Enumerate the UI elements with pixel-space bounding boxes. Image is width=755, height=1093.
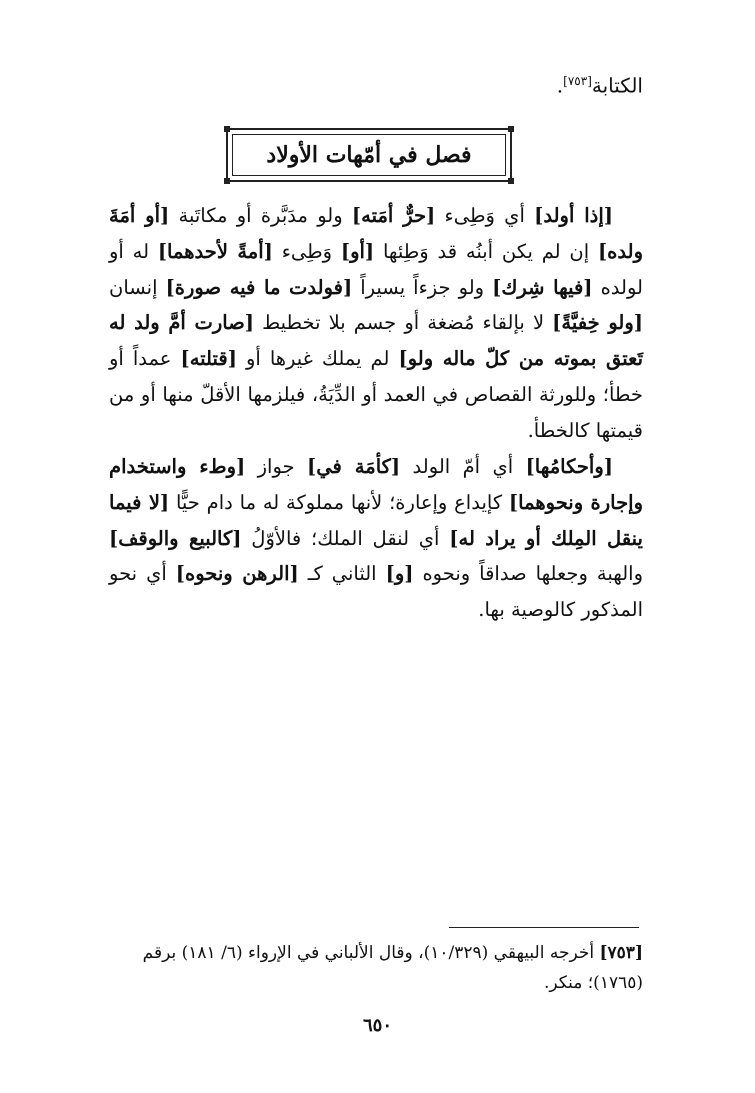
continuation-line <box>243 66 643 101</box>
sharh-text: إنسان <box>109 275 166 299</box>
sharh-text: أي أمّ الولد <box>400 455 526 478</box>
footnote-number: [٧٥٣] <box>599 943 643 963</box>
sharh-text: له أو لولده <box>109 239 643 299</box>
footnote-divider <box>449 927 639 928</box>
page-number: ٦٥٠ <box>362 1015 392 1036</box>
sharh-text: أي لنقل الملك؛ فالأوّلُ <box>241 526 450 550</box>
matn-text: [أو أمَةَ ولده] <box>109 204 643 263</box>
sharh-text: لا بإلقاء مُضغة أو جسم بلا تخطيط <box>254 311 553 335</box>
footnote-reference-mark: [٧٥٣] <box>563 74 592 88</box>
frame-corner <box>508 126 514 132</box>
matn-text: [وأحكامُها] <box>525 455 613 478</box>
frame-corner <box>224 178 230 184</box>
matn-text: [صارت أمَّ ولد له تَعتق بموته من كلّ ماله ولو] <box>109 311 644 371</box>
matn-text: [وطء واستخدام وإجارة ونحوهما] <box>109 455 643 514</box>
matn-text: [فولدت ما فيه صورة] <box>165 275 353 299</box>
section-title: فصل في أمّهات الأولاد <box>266 142 472 168</box>
sharh-text: عمداً أو خطأ؛ وللورثة القصاص في العمد أو الدِّيَةُ، فيلزمها الأقلّ منها أو من قيمتها كالخطأ. <box>109 347 643 442</box>
sharh-text: والهبة وجعلها صداقاً ونحوه <box>413 562 643 586</box>
sharh-text: ولو جزءاً يسيراً <box>352 275 493 299</box>
matn-text: [كالبيع والوقف] <box>109 526 242 550</box>
frame-corner <box>508 178 514 184</box>
sharh-text: إن لم يكن أبنُه قد وَطِئها <box>374 239 598 263</box>
footnote-text: أخرجه البيهقي (١٠/٣٢٩)، وقال الألباني في الإرواء (٦/ ١٨١) برقم (١٧٦٥)؛ منكر. <box>142 943 643 993</box>
matn-text: [أمةً لأحدهما] <box>157 239 273 263</box>
paragraph-2-text <box>109 449 643 628</box>
frame-corner <box>224 126 230 132</box>
sharh-text: جواز <box>245 455 307 478</box>
matn-text: [إذا أولد] <box>534 204 613 227</box>
matn-text: [حرٌّ أمَته] <box>351 204 436 227</box>
matn-text: [أو] <box>340 239 375 263</box>
paragraph-2 <box>109 449 643 628</box>
matn-text: [الرهن ونحوه] <box>175 562 299 586</box>
sharh-text: أي وَطِىء <box>435 204 535 227</box>
sharh-text: ولو مدَبَّرة أو مكاتَبة <box>169 204 352 227</box>
matn-text: [كأمَة في] <box>307 455 401 478</box>
sharh-text: وَطِىء <box>272 239 341 263</box>
sharh-text: كإيداع وإعارة؛ لأنها مملوكة له ما دام حيًّا <box>169 490 509 514</box>
matn-text: [ولو خِفيَّةً] <box>552 311 643 335</box>
matn-text: [قتلته] <box>180 347 237 371</box>
matn-text: [و] <box>385 562 414 586</box>
sharh-text: الثاني كـ <box>298 562 386 586</box>
continuation-punctuation: . <box>556 73 564 98</box>
footnote <box>109 938 643 998</box>
paragraph-1 <box>109 198 643 449</box>
paragraph-1-text <box>109 198 643 449</box>
sharh-text: لم يملك غيرها أو <box>236 347 399 371</box>
matn-text: [فيها شِرك] <box>492 275 593 299</box>
matn-text: [لا فيما ينقل المِلك أو يراد له] <box>109 490 643 550</box>
continuation-word: الكتابة <box>591 73 643 98</box>
sharh-text: أي نحو المذكور كالوصية بها. <box>109 562 643 622</box>
section-title-frame <box>226 128 512 182</box>
